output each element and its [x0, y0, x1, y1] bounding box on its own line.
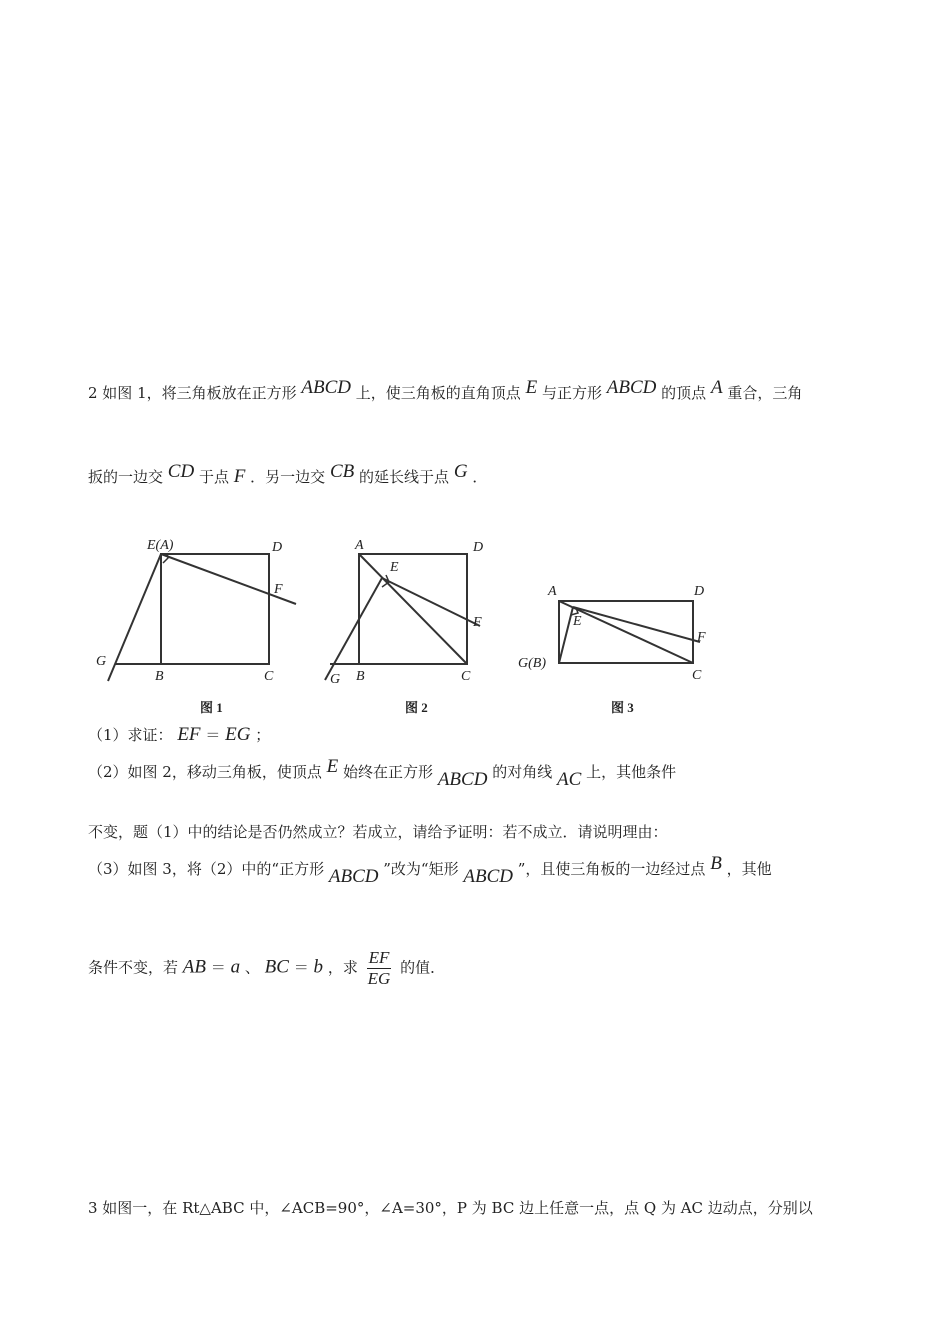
- label-g: G: [96, 654, 107, 669]
- text: 的延长线于点: [359, 468, 450, 486]
- fraction-numerator: EF: [368, 948, 390, 967]
- label-f: F: [697, 630, 706, 645]
- math-abcd: ABCD: [328, 866, 379, 887]
- caption-fig3: 图 3: [611, 700, 634, 715]
- math-e: E: [326, 756, 339, 777]
- math-cd: CD: [167, 461, 195, 482]
- text: 始终在正方形: [343, 763, 434, 781]
- label-f: F: [274, 582, 283, 597]
- equals: ＝: [210, 958, 226, 977]
- text: 重合，三角: [727, 384, 803, 402]
- figure-1: [108, 553, 296, 681]
- text: 的顶点: [661, 384, 707, 402]
- math-abcd: ABCD: [437, 769, 488, 790]
- question-3-cont: [88, 948, 445, 989]
- math-a: a: [230, 956, 241, 978]
- text: 2 如图 1，将三角板放在正方形: [88, 384, 297, 402]
- question-1: [88, 724, 270, 746]
- text: ．: [472, 468, 488, 486]
- label-gb: G(B): [518, 656, 546, 671]
- label-e: E: [573, 614, 582, 629]
- text: ；: [255, 726, 271, 744]
- text: ，其他: [726, 860, 772, 878]
- text: 上，使三角板的直角顶点: [355, 384, 521, 402]
- fraction-denominator: EG: [367, 969, 391, 988]
- text: 条件不变，若: [88, 958, 179, 977]
- math-eg: EG: [225, 724, 251, 745]
- label-b: B: [356, 669, 365, 684]
- label-a: A: [355, 538, 364, 553]
- caption-fig1: 图 1: [200, 700, 223, 715]
- equals: ＝: [205, 726, 221, 744]
- text: 于点: [198, 468, 229, 486]
- equals: ＝: [293, 958, 309, 977]
- math-cb: CB: [329, 461, 355, 482]
- math-abcd: ABCD: [463, 866, 513, 887]
- text: 与正方形: [541, 384, 602, 402]
- math-abcd: ABCD: [301, 377, 352, 398]
- label-d: D: [473, 540, 484, 555]
- text: （1）求证：: [88, 726, 173, 744]
- fraction-ef-over-eg: [367, 948, 392, 989]
- math-abcd: ABCD: [606, 377, 657, 398]
- math-a: A: [710, 377, 723, 398]
- question-2-cont: [88, 821, 668, 843]
- text: 3 如图一，在 Rt△ABC 中，∠ACB=90°，∠A=30°，P 为 BC 边上任意一点，点 Q 为 AC 边动点，分别以: [88, 1199, 813, 1217]
- figure-2: [325, 554, 480, 680]
- text: 扳的一边交: [88, 468, 164, 486]
- problem2-line1: [88, 377, 803, 404]
- text: （2）如图 2，移动三角板，使顶点: [88, 763, 322, 781]
- label-ea: E(A): [147, 538, 174, 553]
- label-g: G: [330, 672, 341, 687]
- label-e: E: [390, 560, 399, 575]
- text: ，求: [327, 958, 358, 977]
- figure-3: [559, 601, 700, 663]
- math-b: B: [710, 853, 722, 874]
- text: ．另一边交: [250, 468, 326, 486]
- text: 的值．: [400, 958, 446, 977]
- math-ab: AB: [182, 956, 207, 978]
- text: 的对角线: [492, 763, 553, 781]
- label-f: F: [473, 615, 482, 630]
- problem3-line1: [88, 1197, 813, 1219]
- triangle-side-eg: [108, 554, 161, 681]
- diagonal-ac: [559, 601, 693, 663]
- math-g: G: [453, 461, 468, 482]
- label-d: D: [694, 584, 705, 599]
- question-3: [88, 853, 772, 887]
- text: （3）如图 3，将（2）中的“正方形: [88, 860, 325, 878]
- text: 、: [244, 958, 260, 977]
- triangle-side-eg: [559, 607, 573, 663]
- diagonal-ac: [359, 554, 467, 664]
- label-a: A: [548, 584, 557, 599]
- text: 上，其他条件: [586, 763, 677, 781]
- label-c: C: [692, 668, 702, 683]
- math-ac: AC: [557, 769, 582, 790]
- text: 不变，题（1）中的结论是否仍然成立？若成立，请给予证明：若不成立．请说明理由：: [88, 823, 668, 841]
- math-bc: BC: [264, 956, 289, 978]
- label-d: D: [272, 540, 283, 555]
- label-b: B: [155, 669, 164, 684]
- figures-diagram: [0, 525, 950, 725]
- problem2-line2: [88, 461, 488, 488]
- text: ”，且使三角板的一边经过点: [517, 860, 706, 878]
- math-e: E: [525, 377, 538, 398]
- triangle-side-ef: [382, 578, 480, 626]
- math-f: F: [233, 466, 246, 487]
- math-ef: EF: [177, 724, 201, 745]
- label-c: C: [461, 669, 471, 684]
- label-c: C: [264, 669, 274, 684]
- square-abcd: [161, 554, 269, 664]
- math-b: b: [313, 956, 324, 978]
- question-2: [88, 756, 677, 790]
- text: ”改为“矩形: [383, 860, 459, 878]
- caption-fig2: 图 2: [405, 700, 428, 715]
